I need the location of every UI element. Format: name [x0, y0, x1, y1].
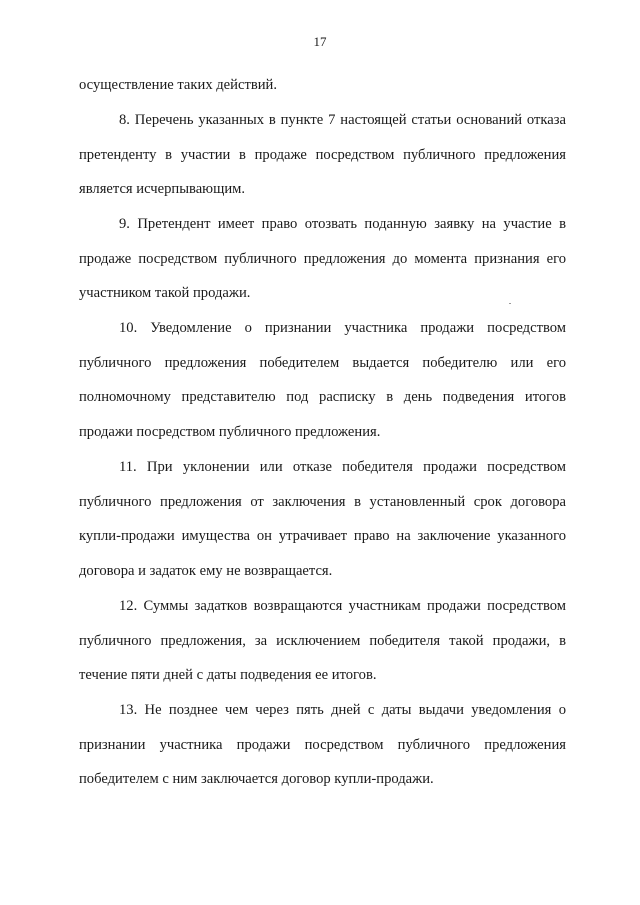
continuation-text: осуществление таких действий. — [79, 77, 277, 93]
scan-speck — [509, 303, 511, 304]
paragraph-10: 10. Уведомление о признании участника продажи посредством публичного предложения победителем выдается победителю или его полномочному представителю под расписку в день подведения итогов продажи посредством публичного предложения. — [79, 320, 566, 440]
page-number: 17 — [313, 34, 327, 49]
paragraph-11: 11. При уклонении или отказе победителя продажи посредством публичного предложения от заключения в установленный срок договора купли-продажи имущества он утрачивает право на заключение указанного договора и задаток ему не возвращается. — [79, 459, 566, 579]
paragraph-8: 8. Перечень указанных в пункте 7 настоящей статьи оснований отказа претенденту в участии в продаже посредством публичного предложения является исчерпывающим. — [79, 112, 566, 198]
paragraph-12: 12. Суммы задатков возвращаются участникам продажи посредством публичного предложения, за исключением победителя такой продажи, в течение пяти дней с даты подведения ее итогов. — [79, 598, 566, 684]
paragraph-13: 13. Не позднее чем через пять дней с даты выдачи уведомления о признании участника продажи посредством публичного предложения победителем с ним заключается договор купли-продажи. — [79, 702, 566, 788]
paragraph-9: 9. Претендент имеет право отозвать поданную заявку на участие в продаже посредством публичного предложения до момента признания его участником такой продажи. — [79, 216, 566, 302]
